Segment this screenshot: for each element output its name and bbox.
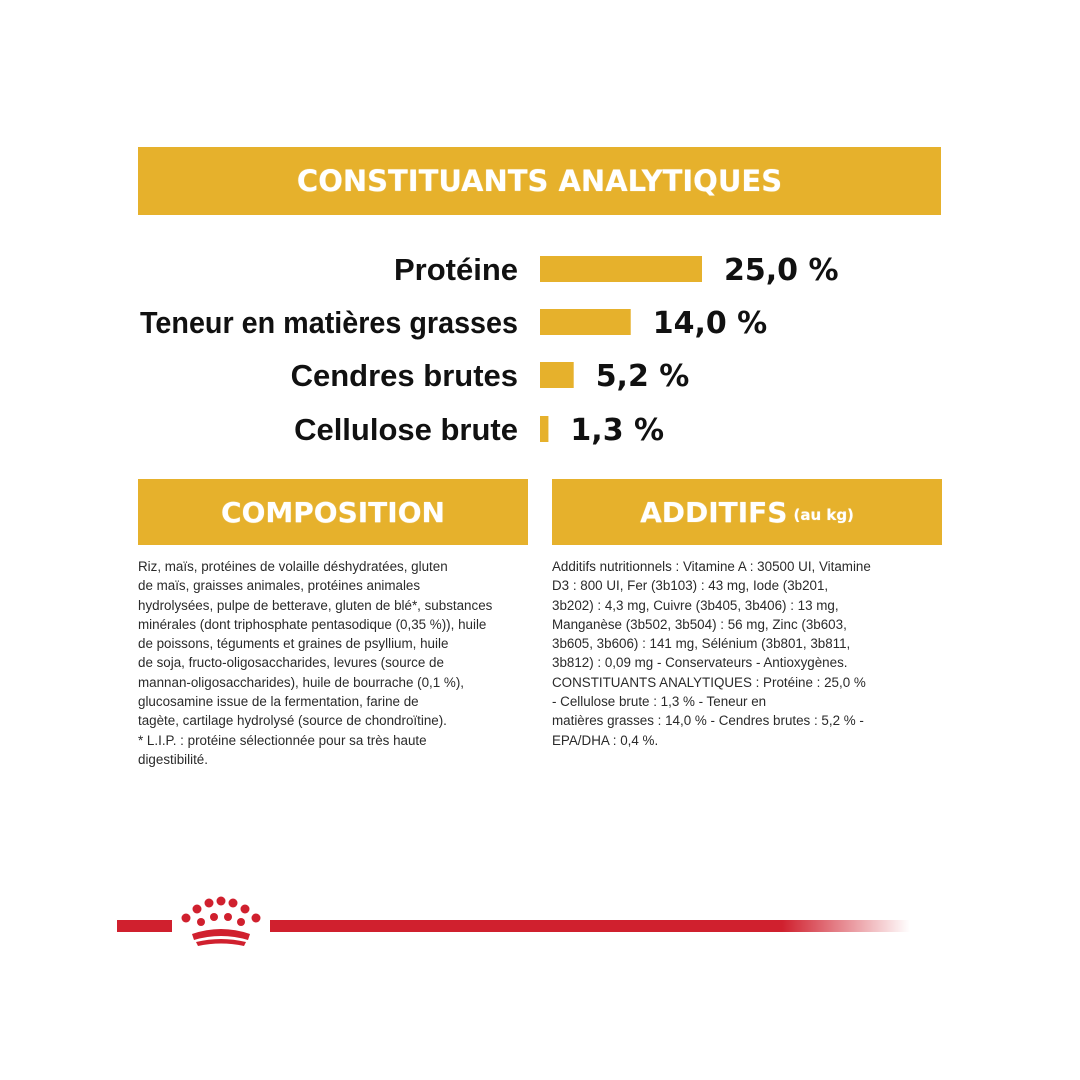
composition-text: Riz, maïs, protéines de volaille déshydratées, gluten de maïs, graisses animales, protéines animales hydrolysées, pulpe de betterave, gluten de blé*, substances minérales (dont triphosphate pentasodique (0,35 %)), huile de poissons, téguments et graines de psyllium, huile de soja, fructo-oligosaccharides, levures (source de mannan-oligosaccharides), huile de bourrache (0,1 %), glucosamine issue de la fermentation, farine de tagète, cartilage hydrolysé (source de chondroïtine). * L.I.P. : protéine sélectionnée pour sa très haute digestibilité. (138, 559, 493, 767)
additives-title: ADDITIFS (640, 495, 788, 529)
bar-value-label: 5,2 % (595, 359, 690, 394)
brand-stripe-right (270, 920, 910, 932)
bar-value-label: 1,3 % (570, 413, 665, 448)
bar-category-label: Cendres brutes (290, 358, 518, 393)
additives-text: Additifs nutritionnels : Vitamine A : 30500 UI, Vitamine D3 : 800 UI, Fer (3b103) : 43 mg, Iode (3b201, 3b202) : 4,3 mg, Cuivre (3b405, 3b406) : 13 mg, Manganèse (3b502, 3b504) : 56 mg, Zinc (3b603, 3b605, 3b606) : 141 mg, Sélénium (3b801, 3b811, 3b812) : 0,09 mg - Conservateurs - Antioxygènes. CONSTITUANTS ANALYTIQUES : Protéine : 25,0 % - Cellulose brute : 1,3 % - Teneur en matières grasses : 14,0 % - Cendres brutes : 5,2 % - EPA/DHA : 0,4 %. (552, 559, 871, 748)
brand-stripe-left (117, 920, 172, 932)
bar (540, 309, 631, 335)
analytics-title-banner (138, 147, 941, 215)
crown-icon (182, 897, 261, 947)
bar (540, 256, 702, 282)
bar-category-label: Teneur en matières grasses (140, 305, 518, 340)
bar-category-label: Cellulose brute (294, 412, 518, 447)
bar-category-label: Protéine (393, 252, 518, 287)
brand-footer (0, 890, 1080, 960)
bar (540, 362, 574, 388)
bar-value-label: 25,0 % (724, 253, 839, 288)
composition-title: COMPOSITION (221, 495, 445, 529)
additives-title-suffix: (au kg) (793, 506, 854, 524)
bar-value-label: 14,0 % (652, 306, 768, 341)
composition-title-banner (138, 479, 528, 545)
additives-title-banner (552, 479, 942, 545)
bar (540, 416, 548, 442)
analytics-title: CONSTITUANTS ANALYTIQUES (296, 164, 783, 198)
